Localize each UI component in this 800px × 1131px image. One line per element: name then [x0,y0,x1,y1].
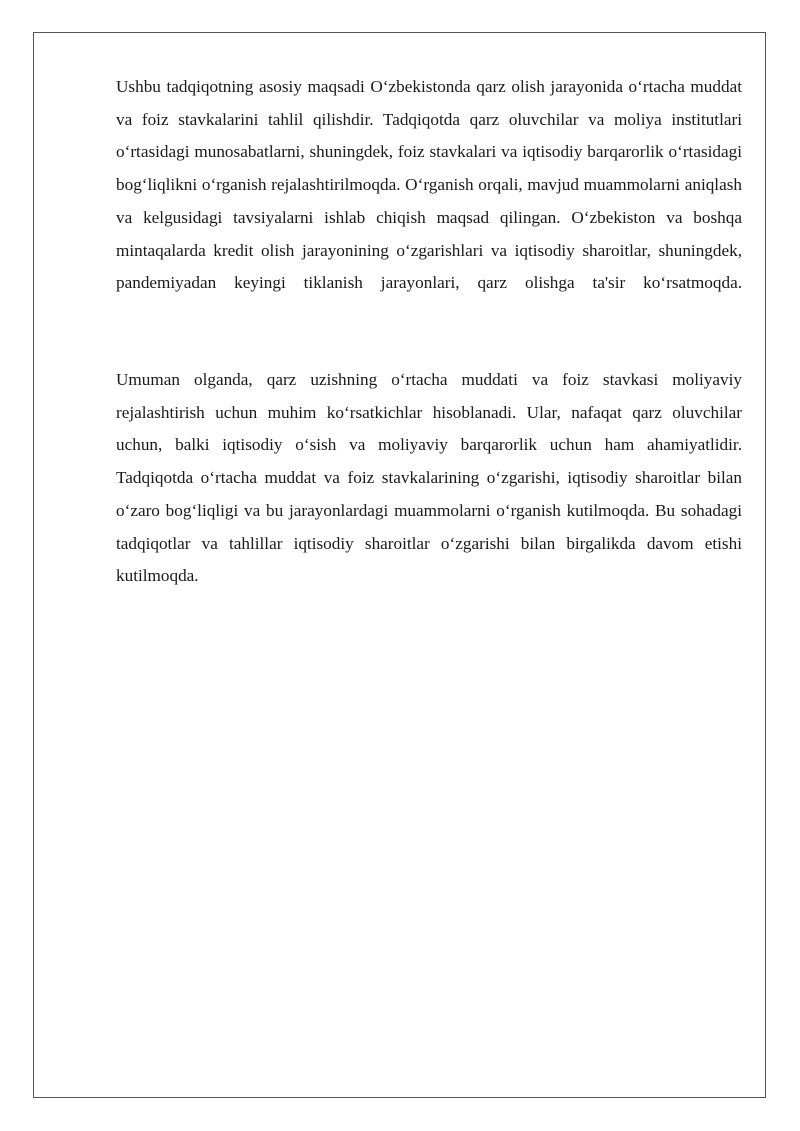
paragraph-1: Ushbu tadqiqotning asosiy maqsadi O‘zbekistonda qarz olish jarayonida o‘rtacha muddat va foiz stavkalarini tahlil qilishdir. Tadqiqotda qarz oluvchilar va moliya institutlari o‘rtasidagi munosabatlarni, shuningdek, foiz stavkalari va iqtisodiy barqarorlik o‘rtasidagi bog‘liqlikni o‘rganish rejalashtirilmoqda. O‘rganish orqali, mavjud muammolarni aniqlash va kelgusidagi tavsiyalarni ishlab chiqish maqsad qilingan. O‘zbekiston va boshqa mintaqalarda kredit olish jarayonining o‘zgarishlari va iqtisodiy sharoitlar, shuningdek, pandemiyadan keyingi tiklanish jarayonlari, qarz olishga ta'sir ko‘rsatmoqda. [116,77,742,293]
paragraph-2: Umuman olganda, qarz uzishning o‘rtacha muddati va foiz stavkasi moliyaviy rejalashtirish uchun muhim ko‘rsatkichlar hisoblanadi. Ular, nafaqat qarz oluvchilar uchun, balki iqtisodiy o‘sish va moliyaviy barqarorlik uchun ham ahamiyatlidir. Tadqiqotda o‘rtacha muddat va foiz stavkalarining o‘zgarishi, iqtisodiy sharoitlar bilan o‘zaro bog‘liqligi va bu jarayonlardagi muammolarni o‘rganish kutilmoqda. Bu sohadagi tadqiqotlar va tahlillar iqtisodiy sharoitlar o‘zgarishi bilan birgalikda davom etishi kutilmoqda. [116,370,742,586]
